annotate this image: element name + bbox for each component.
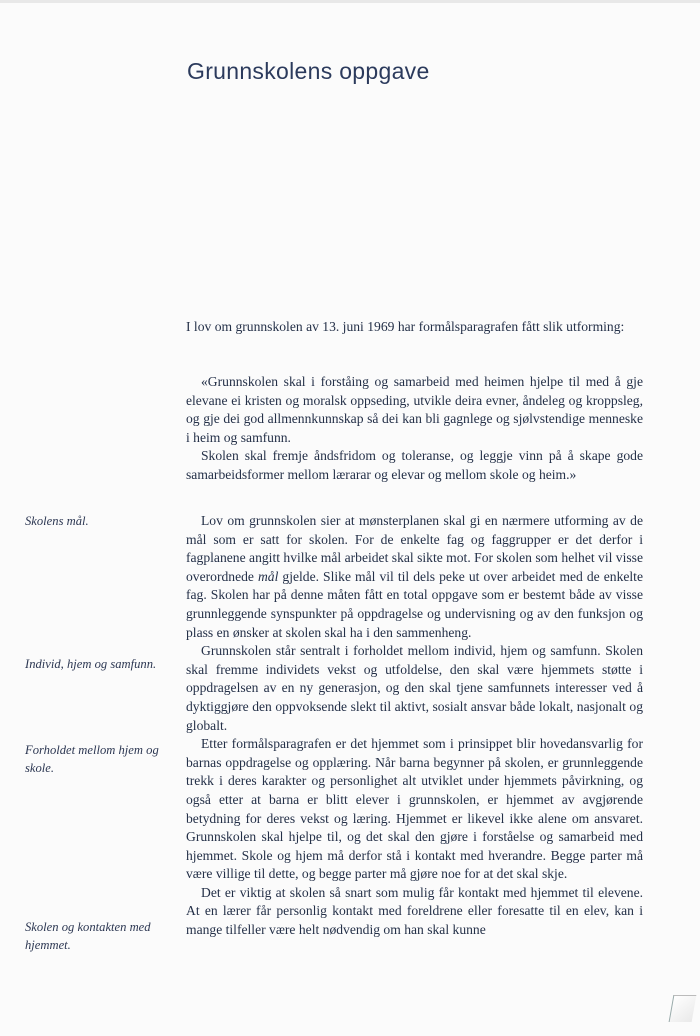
page-title: Grunnskolens oppgave xyxy=(187,58,430,84)
paragraph-skolens-maal xyxy=(186,512,643,642)
margin-note-forholdet-hjem-skole: Forholdet mellom hjem og skole. xyxy=(25,743,159,775)
margin-note-skolen-kontakt-hjemmet: Skolen og kontakten med hjemmet. xyxy=(25,920,151,952)
paragraph-1-emphasis: mål xyxy=(257,568,279,584)
body-text xyxy=(186,512,643,940)
paragraph-forholdet-hjem-skole: Etter formålsparagrafen er det hjemmet som i prinsippet blir hovedansvarlig for barnas oppdragelse og opplæring. Når barna begynner på skolen, er grunnleggende trekk i deres karakter og personlighet alt utviklet under hjemmets påvirkning, og også etter at barna er blitt elever i grunnskolen, er hjemmet av avgjørende betydning for deres vekst og læring. Hjemmet er likevel ikke alene om ansvaret. Grunnskolen skal hjelpe til, og det skal den gjøre i forståelse og samarbeid med hjemmet. Skole og hjem må derfor stå i kontakt med hverandre. Begge parter må være villige til dette, og begge parter må gjøre noe for at det skal skje. xyxy=(186,736,643,882)
paragraph-1-part-a: Lov om grunnskolen sier at mønsterplanen skal gi en nærmere utforming av de mål som er satt for skolen. For de enkelte fag og faggrupper er det derfor i fagplanene angitt hvilke mål arbeidet skal sikte mot. For skolen som helhet vil visse overordnede xyxy=(186,513,643,584)
law-quote xyxy=(186,373,643,485)
margin-note-skolens-maal: Skolens mål. xyxy=(25,514,89,528)
quote-paragraph-2: Skolen skal fremje åndsfridom og toleranse, og leggje vinn på å skape gode samarbeidsformer mellom lærarar og elevar og mellom skole og heim.» xyxy=(186,448,643,482)
paragraph-individ-hjem-samfunn: Grunnskolen står sentralt i forholdet mellom individ, hjem og samfunn. Skolen skal fremme individets vekst og utfoldelse, den skal være hjemmets støtte i oppdragelsen av en ny generasjon, og den skal tjene samfunnets interesser ved å dyktiggjøre den oppvoksende slekt til aktivt, sosialt ansvar både lokalt, nasjonalt og globalt. xyxy=(186,643,643,733)
page-corner-fold xyxy=(669,995,697,1022)
margin-note-individ-hjem-samfunn: Individ, hjem og samfunn. xyxy=(25,657,157,671)
quote-paragraph-1: «Grunnskolen skal i forståing og samarbeid med heimen hjelpe til med å gje elevane ei kristen og moralsk oppseding, utvikle deira evner, åndeleg og kroppsleg, og gje dei god allmennkunnskap så dei kan bli gagnlege og sjølvstendige menneske i heim og samfunn. xyxy=(186,374,643,445)
paragraph-kontakt-hjemmet: Det er viktig at skolen så snart som mulig får kontakt med hjemmet til elevene. At en lærer får personlig kontakt med foreldrene eller foresatte til en elev, kan i mange tilfeller være helt nødvendig om han skal kunne xyxy=(186,884,643,938)
intro-text: I lov om grunnskolen av 13. juni 1969 har formålsparagrafen fått slik utforming: xyxy=(186,319,625,334)
paragraph-1-part-b: gjelde. Slike mål vil til dels peke ut over arbeidet med de enkelte fag. Skolen har på denne måten fått en total oppgave som er bestemt både av visse grunnleggende synspunkter på oppdragelse og undervisning og av den funksjon og plass en ønsker at skolen skal ha i den sammenheng. xyxy=(186,568,643,640)
page-top-edge xyxy=(0,0,700,3)
intro-paragraph xyxy=(186,318,643,337)
